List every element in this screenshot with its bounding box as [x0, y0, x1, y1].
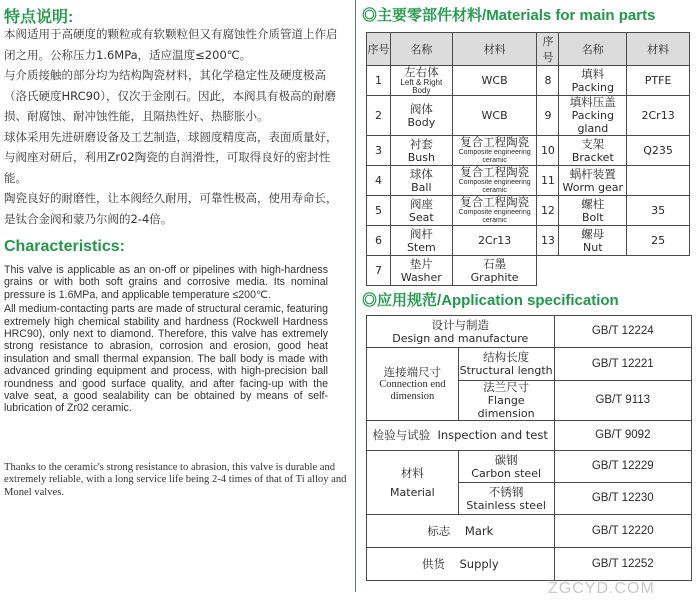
- features-title: 特点说明:: [4, 9, 74, 26]
- empty-cell: [537, 256, 690, 286]
- spec-item: 检验与试验 Inspection and test: [367, 421, 555, 451]
- part-name: 阀体 Body: [390, 96, 452, 136]
- spec-code: GB/T 12221: [554, 348, 691, 381]
- features-cn-body: [4, 24, 348, 229]
- application-title-en: Application specification: [441, 292, 619, 309]
- table-row: [367, 451, 692, 483]
- part-material: 2Cr13: [452, 226, 537, 256]
- characteristics-serif-paragraph: Thanks to the ceramic's strong resistance to abrasion, this valve is durable and extremely reliable, with a long service life being 2-4 times of that of Ti alloy and Monel valves.: [4, 462, 347, 498]
- part-material: 复合工程陶瓷 Composite engineering ceramic: [452, 136, 537, 166]
- part-no: 7: [367, 256, 391, 286]
- part-no: 11: [537, 166, 559, 196]
- header-no: 序号: [367, 33, 391, 66]
- features-paragraph: 陶瓷良好的耐磨性，让本阀经久耐用，可靠性极高，使用寿命长，是钛合金阀和蒙乃尔阀的2-4倍。: [4, 191, 338, 226]
- table-row: [367, 226, 690, 256]
- part-name: 垫片 Washer: [390, 256, 452, 286]
- part-material: 2Cr13: [627, 96, 690, 136]
- part-name: 阀座 Seat: [390, 196, 452, 226]
- features-paragraph: 与介质接触的部分均为结构陶瓷材料，其化学稳定性及硬度极高（洛氏硬度HRC90），仅次于金刚石。因此，本阀具有极高的耐磨损、耐腐蚀、耐冲蚀性能，且隔热性好、热膨胀小。: [4, 68, 336, 123]
- part-name: 填料压盖 Packing gland: [559, 96, 627, 136]
- part-no: 8: [537, 66, 559, 96]
- materials-title-cn: 主要零部件材料/: [377, 7, 487, 24]
- application-title-cn: 应用规范/: [377, 292, 442, 309]
- header-material: 材料: [452, 33, 537, 66]
- part-no: 13: [537, 226, 559, 256]
- spec-subitem: 不锈钢 Stainless steel: [458, 483, 554, 515]
- part-no: 1: [367, 66, 391, 96]
- part-no: 12: [537, 196, 559, 226]
- part-material: 35: [627, 196, 690, 226]
- materials-title-en: Materials for main parts: [486, 7, 656, 24]
- characteristics-paragraph: This valve is applicable as an on-off or pipelines with high-hardness grains or with both soft grains and corrosive media. Its nominal pressure is 1.6MPa, and applicable temperature ≤200℃.: [4, 264, 328, 301]
- part-name: 蜗杆装置 Worm gear: [559, 166, 627, 196]
- part-material: WCB: [452, 66, 537, 96]
- table-row: [367, 515, 692, 548]
- watermark: ZGCYD.COM: [548, 580, 655, 597]
- features-paragraph: 本阀适用于高硬度的颗粒或有软颗粒但又有腐蚀性介质管道上作启闭之用。公称压力1.6MPa，适应温度≤200℃。: [4, 27, 338, 62]
- table-row: [367, 548, 692, 581]
- materials-title: [362, 4, 655, 25]
- table-row: [367, 348, 692, 381]
- part-name: 衬套 Bush: [390, 136, 452, 166]
- spec-code: GB/T 12224: [554, 316, 691, 348]
- header-name: 名称: [390, 33, 452, 66]
- spec-item: 标志 Mark: [367, 515, 555, 548]
- header-name: 名称: [559, 33, 627, 66]
- spec-code: GB/T 9113: [554, 381, 691, 421]
- part-name: 左右体 Left & Right Body: [390, 66, 452, 96]
- part-material: WCB: [452, 96, 537, 136]
- table-row: [367, 66, 690, 96]
- table-row: [367, 316, 692, 348]
- part-no: 9: [537, 96, 559, 136]
- table-row: [367, 256, 690, 286]
- header-material: 材料: [627, 33, 690, 66]
- part-name: 球体 Ball: [390, 166, 452, 196]
- part-name: 填料 Packing: [559, 66, 627, 96]
- part-no: 10: [537, 136, 559, 166]
- part-name: 支架 Bracket: [559, 136, 627, 166]
- part-material: Q235: [627, 136, 690, 166]
- spec-code: GB/T 12230: [554, 483, 691, 515]
- application-title: [362, 289, 619, 310]
- spec-code: GB/T 12229: [554, 451, 691, 483]
- spec-code: GB/T 12252: [554, 548, 691, 581]
- table-row: [367, 196, 690, 226]
- table-row: [367, 166, 690, 196]
- part-material: 复合工程陶瓷 Composite engineering ceramic: [452, 166, 537, 196]
- part-name: 螺柱 Bolt: [559, 196, 627, 226]
- part-material: 25: [627, 226, 690, 256]
- part-no: 4: [367, 166, 391, 196]
- table-row: [367, 96, 690, 136]
- spec-subitem: 碳钢 Carbon steel: [458, 451, 554, 483]
- spec-subitem: 结构长度 Structural length: [458, 348, 554, 381]
- part-name: 阀杆 Stem: [390, 226, 452, 256]
- part-no: 5: [367, 196, 391, 226]
- part-no: 3: [367, 136, 391, 166]
- header-no: 序号: [537, 33, 559, 66]
- spec-group: 材料 Material: [367, 451, 459, 515]
- column-divider: [355, 0, 356, 592]
- circle-bullet-icon: ◎: [362, 7, 378, 24]
- part-material: 复合工程陶瓷 Composite engineering ceramic: [452, 196, 537, 226]
- spec-group: 连接端尺寸 Connection end dimension: [367, 348, 459, 421]
- characteristics-title: Characteristics:: [4, 238, 125, 255]
- circle-bullet-icon: ◎: [362, 292, 378, 309]
- spec-item: 设计与制造 Design and manufacture: [367, 316, 555, 348]
- spec-item: 供货 Supply: [367, 548, 555, 581]
- part-no: 2: [367, 96, 391, 136]
- characteristics-paragraph: All medium-contacting parts are made of structural ceramic, featuring extremely high chemical stability and hardness (Rockwell Hardness HRC90), only next to diamond. Therefore, this valve has extremely strong resistance to abrasion, corrosion and erosion, good heat insulation and small thermal expansion. The ball body is made with advanced grinding equipment and process, with high-precision ball roundness and good surface quality, and after facing-up with the valve seat, a good sealability can be obtained by means of self-lubrication of Zr02 ceramic.: [4, 303, 328, 415]
- spec-subitem: 法兰尺寸 Flange dimension: [458, 381, 554, 421]
- spec-code: GB/T 12220: [554, 515, 691, 548]
- features-paragraph: 球体采用先进研磨设备及工艺制造，球圆度精度高，表面质量好，与阀座对研后，利用Zr02陶瓷的自润滑性，可取得良好的密封性能。: [4, 129, 338, 185]
- table-row: [367, 136, 690, 166]
- part-name: 螺母 Nut: [559, 226, 627, 256]
- application-table: [366, 315, 692, 581]
- materials-table: [366, 32, 690, 286]
- part-material: [627, 166, 690, 196]
- table-row: [367, 421, 692, 451]
- right-column: [362, 0, 694, 608]
- part-no: 6: [367, 226, 391, 256]
- part-material: 石墨 Graphite: [452, 256, 537, 286]
- materials-header-row: [367, 33, 690, 66]
- part-material: PTFE: [627, 66, 690, 96]
- characteristics-en-body: [4, 264, 328, 417]
- spec-code: GB/T 9092: [554, 421, 691, 451]
